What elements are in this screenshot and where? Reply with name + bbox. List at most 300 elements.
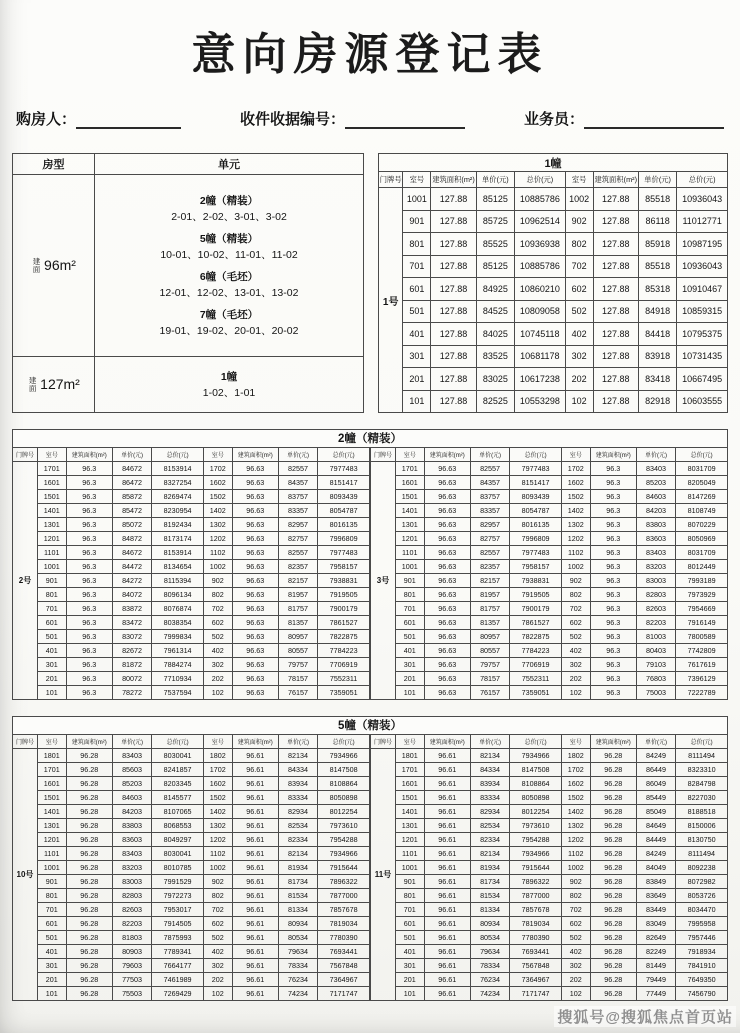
table-row (13, 791, 370, 805)
cell: 1601 (37, 476, 66, 490)
cell: 96.63 (424, 658, 470, 672)
cell: 7877000 (510, 889, 562, 903)
column-header: 室号 (403, 172, 431, 188)
cell: 401 (395, 644, 424, 658)
cell: 78272 (112, 686, 151, 700)
column-header: 室号 (395, 448, 424, 462)
cell: 96.63 (232, 518, 278, 532)
cell: 96.3 (66, 658, 112, 672)
cell: 83525 (476, 345, 514, 368)
cell: 7972273 (152, 889, 204, 903)
cell: 83603 (636, 532, 675, 546)
column-header: 单价(元) (638, 172, 676, 188)
cell: 96.3 (590, 588, 636, 602)
cell: 96.28 (66, 917, 112, 931)
cell: 96.28 (590, 805, 636, 819)
table-row (371, 987, 728, 1001)
cell: 82134 (278, 847, 317, 861)
table-row (13, 973, 370, 987)
cell: 82934 (278, 805, 317, 819)
cell: 401 (395, 945, 424, 959)
table-row (371, 917, 728, 931)
cell: 83418 (638, 368, 676, 391)
cell: 79634 (278, 945, 317, 959)
cell: 1701 (37, 763, 66, 777)
cell: 96.61 (424, 777, 470, 791)
table-row (13, 875, 370, 889)
cell: 96.63 (424, 504, 470, 518)
cell: 7934966 (510, 749, 562, 763)
cell: 74234 (470, 987, 509, 1001)
cell: 202 (561, 672, 590, 686)
cell: 96.28 (66, 903, 112, 917)
cell: 82649 (636, 931, 675, 945)
cell: 8050898 (510, 791, 562, 805)
cell: 1301 (37, 819, 66, 833)
table-row (371, 462, 728, 476)
cell: 83003 (112, 875, 151, 889)
cell: 7999834 (152, 630, 204, 644)
cell: 82203 (636, 616, 675, 630)
buyer-blank-line (76, 114, 181, 129)
cell: 96.28 (590, 903, 636, 917)
column-header: 单价(元) (278, 448, 317, 462)
agent-label: 业务员： (523, 111, 584, 128)
building2-title: 2幢（精装） (12, 429, 728, 447)
cell: 85518 (638, 188, 676, 211)
table-row (371, 602, 728, 616)
cell: 501 (395, 931, 424, 945)
table-row (379, 278, 728, 301)
cell: 83603 (112, 833, 151, 847)
cell: 96.3 (590, 644, 636, 658)
cell: 8108864 (510, 777, 562, 791)
cell: 8070229 (676, 518, 728, 532)
cell: 7884274 (152, 658, 204, 672)
cell: 96.61 (424, 819, 470, 833)
cell: 96.61 (232, 917, 278, 931)
cell: 1701 (395, 462, 424, 476)
cell: 96.63 (424, 560, 470, 574)
cell: 1101 (395, 546, 424, 560)
table-row (13, 833, 370, 847)
cell: 85203 (112, 777, 151, 791)
cell: 10795375 (677, 323, 728, 346)
cell: 7819034 (510, 917, 562, 931)
cell: 7954288 (510, 833, 562, 847)
cell: 96.63 (232, 532, 278, 546)
cell: 7461989 (152, 973, 204, 987)
table-row (13, 504, 370, 518)
cell: 7919505 (318, 588, 370, 602)
cell: 8012254 (510, 805, 562, 819)
cell: 96.3 (66, 574, 112, 588)
cell: 8072982 (676, 875, 728, 889)
cell: 7977483 (318, 546, 370, 560)
cell: 1501 (37, 490, 66, 504)
cell: 7800589 (676, 630, 728, 644)
cell: 1201 (37, 532, 66, 546)
table-row (13, 560, 370, 574)
cell: 96.61 (424, 973, 470, 987)
cell: 84272 (112, 574, 151, 588)
cell: 96.3 (66, 588, 112, 602)
table-row (13, 574, 370, 588)
table-row (371, 777, 728, 791)
cell: 10987195 (677, 233, 728, 256)
cell: 96.3 (590, 686, 636, 700)
cell: 84918 (638, 300, 676, 323)
cell: 1002 (565, 188, 593, 211)
column-header: 室号 (203, 448, 232, 462)
cell: 76234 (278, 973, 317, 987)
cell: 8050969 (676, 532, 728, 546)
cell: 1202 (203, 532, 232, 546)
cell: 101 (395, 686, 424, 700)
column-header: 建筑面积(m²) (593, 172, 638, 188)
cell: 7958157 (510, 560, 562, 574)
cell: 96.63 (232, 588, 278, 602)
cell: 80403 (636, 644, 675, 658)
cell: 96.61 (424, 791, 470, 805)
cell: 96.63 (424, 630, 470, 644)
cell: 8269474 (152, 490, 204, 504)
cell: 96.3 (66, 602, 112, 616)
cell: 84203 (636, 504, 675, 518)
cell: 7900179 (318, 602, 370, 616)
cell: 10936938 (515, 233, 566, 256)
cell: 80934 (470, 917, 509, 931)
column-header: 单价(元) (470, 735, 509, 749)
cell: 802 (203, 889, 232, 903)
cell: 7900179 (510, 602, 562, 616)
cell: 10553298 (515, 390, 566, 413)
cell: 702 (203, 903, 232, 917)
cell: 7552311 (510, 672, 562, 686)
cell: 96.28 (590, 833, 636, 847)
cell: 8068553 (152, 819, 204, 833)
cell: 602 (203, 917, 232, 931)
cell: 81934 (470, 861, 509, 875)
building5-entrance11-price-table (370, 734, 728, 1001)
table-row (371, 476, 728, 490)
cell: 127.88 (431, 345, 476, 368)
cell: 80534 (278, 931, 317, 945)
cell: 96.3 (590, 658, 636, 672)
cell: 701 (37, 903, 66, 917)
table-row (371, 686, 728, 700)
room-type-header: 房型 (13, 154, 95, 175)
cell: 96.61 (232, 833, 278, 847)
cell: 127.88 (431, 300, 476, 323)
column-header: 总价(元) (318, 735, 370, 749)
cell: 1501 (395, 490, 424, 504)
cell: 84525 (476, 300, 514, 323)
cell: 7171747 (510, 987, 562, 1001)
cell: 127.88 (593, 323, 638, 346)
cell: 7857678 (510, 903, 562, 917)
cell: 96.63 (232, 630, 278, 644)
top-section (12, 153, 728, 413)
cell: 96.28 (590, 791, 636, 805)
cell: 81534 (278, 889, 317, 903)
cell: 902 (561, 875, 590, 889)
table-row (371, 672, 728, 686)
cell: 10910467 (677, 278, 728, 301)
cell: 7918934 (676, 945, 728, 959)
cell: 96.61 (424, 959, 470, 973)
cell: 84249 (636, 847, 675, 861)
cell: 82534 (470, 819, 509, 833)
table-row (371, 490, 728, 504)
cell: 7857678 (318, 903, 370, 917)
cell: 96.63 (424, 602, 470, 616)
cell: 127.88 (431, 368, 476, 391)
cell: 96.3 (66, 476, 112, 490)
cell: 96.63 (232, 504, 278, 518)
cell: 83203 (112, 861, 151, 875)
room-type-96-cell (13, 175, 95, 357)
cell: 301 (395, 658, 424, 672)
cell: 96.28 (66, 833, 112, 847)
cell: 502 (561, 931, 590, 945)
cell: 1702 (561, 763, 590, 777)
cell: 83757 (470, 490, 509, 504)
cell: 201 (37, 672, 66, 686)
cell: 81357 (470, 616, 509, 630)
unit-room-numbers: 1-02、1-01 (202, 387, 256, 399)
cell: 96.28 (590, 875, 636, 889)
cell: 7710934 (152, 672, 204, 686)
cell: 96.28 (66, 763, 112, 777)
cell: 7961314 (152, 644, 204, 658)
cell: 7693441 (318, 945, 370, 959)
table-row (13, 777, 370, 791)
cell: 96.61 (232, 959, 278, 973)
cell: 8010785 (152, 861, 204, 875)
cell: 8108749 (676, 504, 728, 518)
door-number-cell: 11号 (371, 749, 396, 1001)
cell: 96.61 (232, 805, 278, 819)
cell: 1102 (203, 847, 232, 861)
column-header: 室号 (565, 172, 593, 188)
table-row (371, 616, 728, 630)
cell: 96.63 (232, 616, 278, 630)
cell: 76803 (636, 672, 675, 686)
cell: 8111494 (676, 749, 728, 763)
cell: 96.28 (66, 819, 112, 833)
cell: 127.88 (593, 368, 638, 391)
cell: 7617619 (676, 658, 728, 672)
room-type-96-label: 96m² (44, 256, 76, 273)
cell: 96.61 (232, 763, 278, 777)
cell: 10809058 (515, 300, 566, 323)
cell: 96.3 (590, 574, 636, 588)
cell: 83357 (278, 504, 317, 518)
building-title: 1幢 (379, 154, 728, 172)
cell: 1702 (203, 462, 232, 476)
cell: 7977483 (510, 546, 562, 560)
cell: 101 (403, 390, 431, 413)
cell: 96.61 (424, 763, 470, 777)
table-row (371, 959, 728, 973)
cell: 1402 (203, 805, 232, 819)
cell: 8173174 (152, 532, 204, 546)
cell: 8147508 (510, 763, 562, 777)
cell: 301 (37, 959, 66, 973)
column-header: 建筑面积(m²) (590, 448, 636, 462)
cell: 7784223 (318, 644, 370, 658)
cell: 83849 (636, 875, 675, 889)
cell: 96.63 (232, 560, 278, 574)
cell: 96.63 (232, 574, 278, 588)
column-header-row (371, 735, 728, 749)
cell: 96.28 (590, 777, 636, 791)
cell: 96.28 (590, 917, 636, 931)
cell: 96.28 (590, 959, 636, 973)
table-row (371, 630, 728, 644)
cell: 127.88 (431, 323, 476, 346)
table-row (371, 931, 728, 945)
cell: 96.63 (424, 616, 470, 630)
column-header-row (379, 172, 728, 188)
cell: 82157 (278, 574, 317, 588)
cell: 85518 (638, 255, 676, 278)
cell: 96.28 (66, 889, 112, 903)
cell: 84472 (112, 560, 151, 574)
cell: 84449 (636, 833, 675, 847)
unit-room-numbers: 12-01、12-02、13-01、13-02 (159, 287, 299, 299)
cell: 83334 (278, 791, 317, 805)
cell: 1402 (561, 504, 590, 518)
cell: 83403 (636, 546, 675, 560)
cell: 7742809 (676, 644, 728, 658)
cell: 96.63 (232, 490, 278, 504)
cell: 82957 (278, 518, 317, 532)
table-row (371, 791, 728, 805)
cell: 601 (395, 616, 424, 630)
cell: 1302 (561, 518, 590, 532)
cell: 82603 (112, 903, 151, 917)
cell: 7977483 (318, 462, 370, 476)
cell: 1002 (203, 560, 232, 574)
door-number-cell: 10号 (13, 749, 38, 1001)
cell: 96.61 (424, 833, 470, 847)
building5-tables (12, 734, 728, 1001)
cell: 7938831 (318, 574, 370, 588)
cell: 96.28 (590, 973, 636, 987)
cell: 8012449 (676, 560, 728, 574)
cell: 96.28 (590, 861, 636, 875)
cell: 127.88 (431, 255, 476, 278)
agent-field (524, 108, 724, 129)
cell: 77449 (636, 987, 675, 1001)
cell: 96.61 (232, 847, 278, 861)
agent-blank-line (584, 114, 724, 129)
room-type-row-127 (13, 357, 364, 413)
cell: 1102 (561, 546, 590, 560)
table-row (13, 546, 370, 560)
table-row (379, 300, 728, 323)
cell: 1201 (37, 833, 66, 847)
cell: 7822875 (510, 630, 562, 644)
cell: 7954669 (676, 602, 728, 616)
cell: 81757 (470, 602, 509, 616)
cell: 1602 (203, 476, 232, 490)
table-row (371, 833, 728, 847)
column-header-row (13, 735, 370, 749)
table-row (371, 973, 728, 987)
cell: 901 (395, 574, 424, 588)
column-header: 建筑面积(m²) (66, 448, 112, 462)
cell: 10936043 (677, 255, 728, 278)
cell: 75503 (112, 987, 151, 1001)
table-row (379, 255, 728, 278)
cell: 83449 (636, 903, 675, 917)
cell: 8030041 (152, 847, 204, 861)
cell: 96.63 (232, 658, 278, 672)
cell: 84672 (112, 462, 151, 476)
cell: 701 (403, 255, 431, 278)
cell: 96.63 (232, 644, 278, 658)
cell: 302 (565, 345, 593, 368)
column-header: 总价(元) (152, 735, 204, 749)
cell: 8153914 (152, 462, 204, 476)
cell: 1801 (37, 749, 66, 763)
cell: 501 (395, 630, 424, 644)
cell: 85872 (112, 490, 151, 504)
building2-section (12, 429, 728, 700)
cell: 601 (395, 917, 424, 931)
cell: 1201 (395, 532, 424, 546)
building5-entrance10-price-table (12, 734, 370, 1001)
cell: 7664177 (152, 959, 204, 973)
column-header: 门牌号 (371, 735, 396, 749)
cell: 96.28 (66, 861, 112, 875)
cell: 84649 (636, 819, 675, 833)
column-header: 室号 (561, 448, 590, 462)
cell: 96.61 (232, 819, 278, 833)
room-type-header-row (13, 154, 364, 175)
cell: 702 (203, 602, 232, 616)
cell: 1002 (561, 560, 590, 574)
cell: 96.63 (232, 462, 278, 476)
building1-price-table (378, 153, 728, 413)
cell: 82557 (278, 546, 317, 560)
table-row (13, 987, 370, 1001)
cell: 96.3 (590, 560, 636, 574)
buyer-field (16, 108, 181, 129)
cell: 8092238 (676, 861, 728, 875)
table-row (13, 931, 370, 945)
cell: 8115394 (152, 574, 204, 588)
table-row (371, 805, 728, 819)
cell: 801 (395, 588, 424, 602)
cell: 84049 (636, 861, 675, 875)
table-row (371, 504, 728, 518)
cell: 96.28 (590, 763, 636, 777)
cell: 96.28 (66, 875, 112, 889)
cell: 702 (565, 255, 593, 278)
cell: 802 (203, 588, 232, 602)
cell: 1101 (37, 546, 66, 560)
cell: 7171747 (318, 987, 370, 1001)
cell: 96.3 (590, 532, 636, 546)
cell: 1602 (561, 476, 590, 490)
table-row (13, 749, 370, 763)
cell: 81334 (470, 903, 509, 917)
cell: 401 (403, 323, 431, 346)
